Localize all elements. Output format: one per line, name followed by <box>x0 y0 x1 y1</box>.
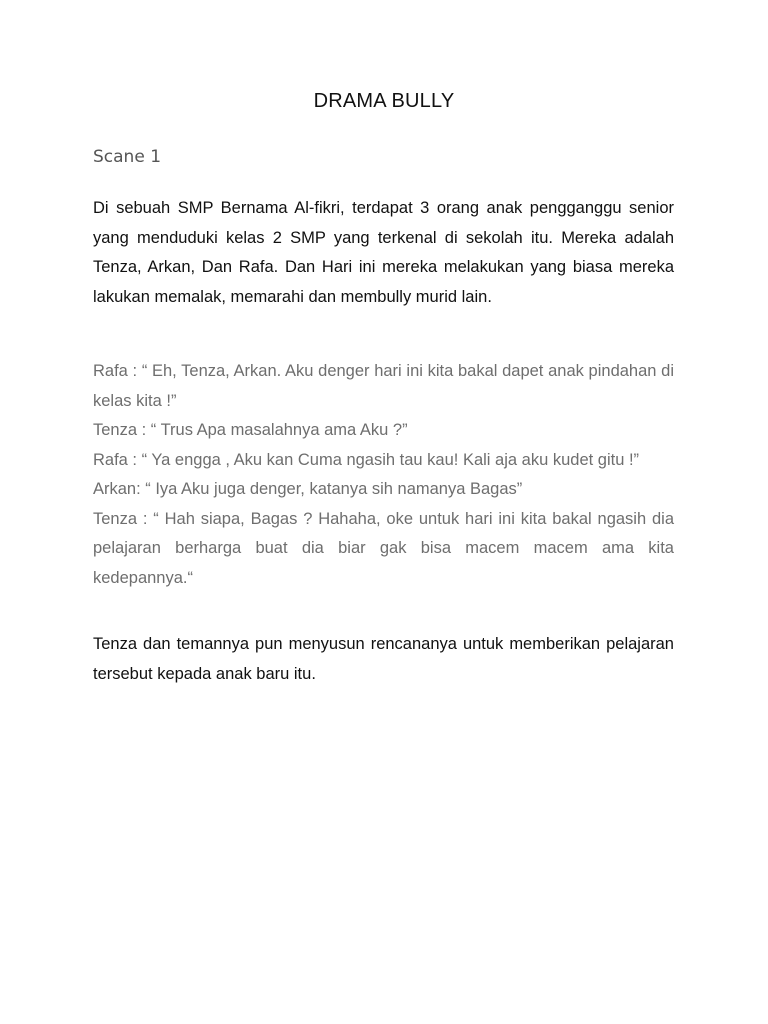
dialogue-block <box>93 357 674 593</box>
dialogue-line-tenza-1: Tenza : “ Trus Apa masalahnya ama Aku ?” <box>93 421 408 439</box>
dialogue-line-rafa-1: Rafa : “ Eh, Tenza, Arkan. Aku denger hari ini kita bakal dapet anak pindahan di kelas kita !” <box>93 362 674 410</box>
closing-paragraph: Tenza dan temannya pun menyusun rencananya untuk memberikan pelajaran tersebut kepada anak baru itu. <box>93 635 674 683</box>
dialogue-line-tenza-2: Tenza : “ Hah siapa, Bagas ? Hahaha, oke untuk hari ini kita bakal ngasih dia pelajaran berharga buat dia biar gak bisa macem macem ama kita kedepannya.“ <box>93 509 674 587</box>
dialogue-line-arkan-1: Arkan: “ Iya Aku juga denger, katanya sih namanya Bagas” <box>93 480 523 498</box>
document-title: DRAMA BULLY <box>313 90 455 112</box>
dialogue-line-rafa-2: Rafa : “ Ya engga , Aku kan Cuma ngasih tau kau! Kali aja aku kudet gitu !” <box>93 450 640 469</box>
scene-label: Scane 1 <box>93 147 162 167</box>
intro-paragraph: Di sebuah SMP Bernama Al-fikri, terdapat 3 orang anak pengganggu senior yang menduduki kelas 2 SMP yang terkenal di sekolah itu. Mereka adalah Tenza, Arkan, Dan Rafa. Dan Hari ini mereka melakukan yang biasa mereka lakukan memalak, memarahi dan membully murid lain. <box>93 199 674 306</box>
